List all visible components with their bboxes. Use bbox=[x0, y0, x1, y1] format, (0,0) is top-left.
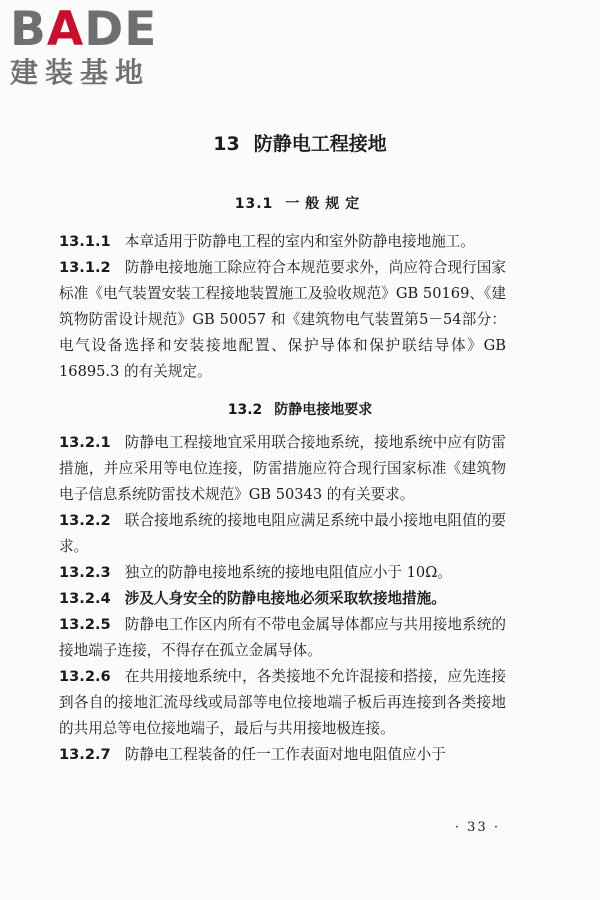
logo-subtitle: 建装基地 bbox=[10, 56, 151, 89]
clause-text: 防静电接地施工除应符合本规范要求外，尚应符合现行国家标准《电气装置安装工程接地装置施工及验收规范》GB 50169、《建筑物防雷设计规范》GB 50057 和《建筑物电气装置第5－54部分：电气设备选择和安装接地配置、保护导体和保护联结导体》GB 16895.3 的有关规定。 bbox=[59, 259, 506, 380]
clause-text: 本章适用于防静电工程的室内和室外防静电接地施工。 bbox=[124, 233, 475, 250]
chapter-heading bbox=[0, 129, 600, 156]
clause-text: 在共用接地系统中，各类接地不允许混接和搭接，应先连接到各自的接地汇流母线或局部等电位接地端子板后再连接到各类接地的共用总等电位接地端子，最后与共用接地极连接。 bbox=[59, 668, 506, 737]
clause-text: 防静电工作区内所有不带电金属导体都应与共用接地系统的接地端子连接，不得存在孤立金属导体。 bbox=[59, 616, 506, 659]
section-heading-13-1 bbox=[0, 193, 600, 213]
clause bbox=[59, 508, 506, 560]
logo-wordmark: BADE bbox=[10, 2, 158, 57]
clause-group-13-2 bbox=[59, 430, 506, 768]
section-heading-13-2 bbox=[0, 399, 600, 419]
clause-mandatory bbox=[59, 586, 506, 612]
clause-number: 13.2.3 bbox=[59, 564, 111, 581]
clause bbox=[59, 255, 506, 385]
clause-number: 13.2.4 bbox=[59, 590, 111, 607]
clause bbox=[59, 612, 506, 664]
clause-text: 独立的防静电接地系统的接地电阻值应小于 10Ω。 bbox=[124, 564, 452, 581]
page-number: · 33 · bbox=[454, 820, 500, 835]
clause bbox=[59, 430, 506, 508]
clause-group-13-1 bbox=[59, 229, 506, 385]
section-number: 13.2 bbox=[227, 402, 263, 418]
clause-number: 13.2.1 bbox=[59, 434, 111, 451]
chapter-title: 防静电工程接地 bbox=[253, 133, 387, 155]
clause-number: 13.2.6 bbox=[59, 668, 111, 685]
clause-number: 13.2.5 bbox=[59, 616, 111, 633]
clause-text: 防静电工程装备的任一工作表面对地电阻值应小于 bbox=[124, 746, 446, 763]
clause-text: 涉及人身安全的防静电接地必须采取软接地措施。 bbox=[124, 590, 446, 607]
section-title: 一般规定 bbox=[285, 196, 366, 212]
publisher-logo bbox=[10, 2, 180, 90]
clause-text: 防静电工程接地宜采用联合接地系统，接地系统中应有防雷措施，并应采用等电位连接，防雷措施应符合现行国家标准《建筑物电子信息系统防雷技术规范》GB 50343 的有关要求。 bbox=[59, 434, 506, 503]
chapter-number: 13 bbox=[213, 133, 240, 155]
clause bbox=[59, 742, 506, 768]
clause-number: 13.2.2 bbox=[59, 512, 111, 529]
clause bbox=[59, 229, 506, 255]
clause-number: 13.2.7 bbox=[59, 746, 111, 763]
clause bbox=[59, 560, 506, 586]
clause bbox=[59, 664, 506, 742]
clause-number: 13.1.2 bbox=[59, 259, 111, 276]
section-title: 防静电接地要求 bbox=[274, 402, 373, 418]
section-number: 13.1 bbox=[234, 196, 274, 212]
clause-text: 联合接地系统的接地电阻应满足系统中最小接地电阻值的要求。 bbox=[59, 512, 506, 555]
clause-number: 13.1.1 bbox=[59, 233, 111, 250]
